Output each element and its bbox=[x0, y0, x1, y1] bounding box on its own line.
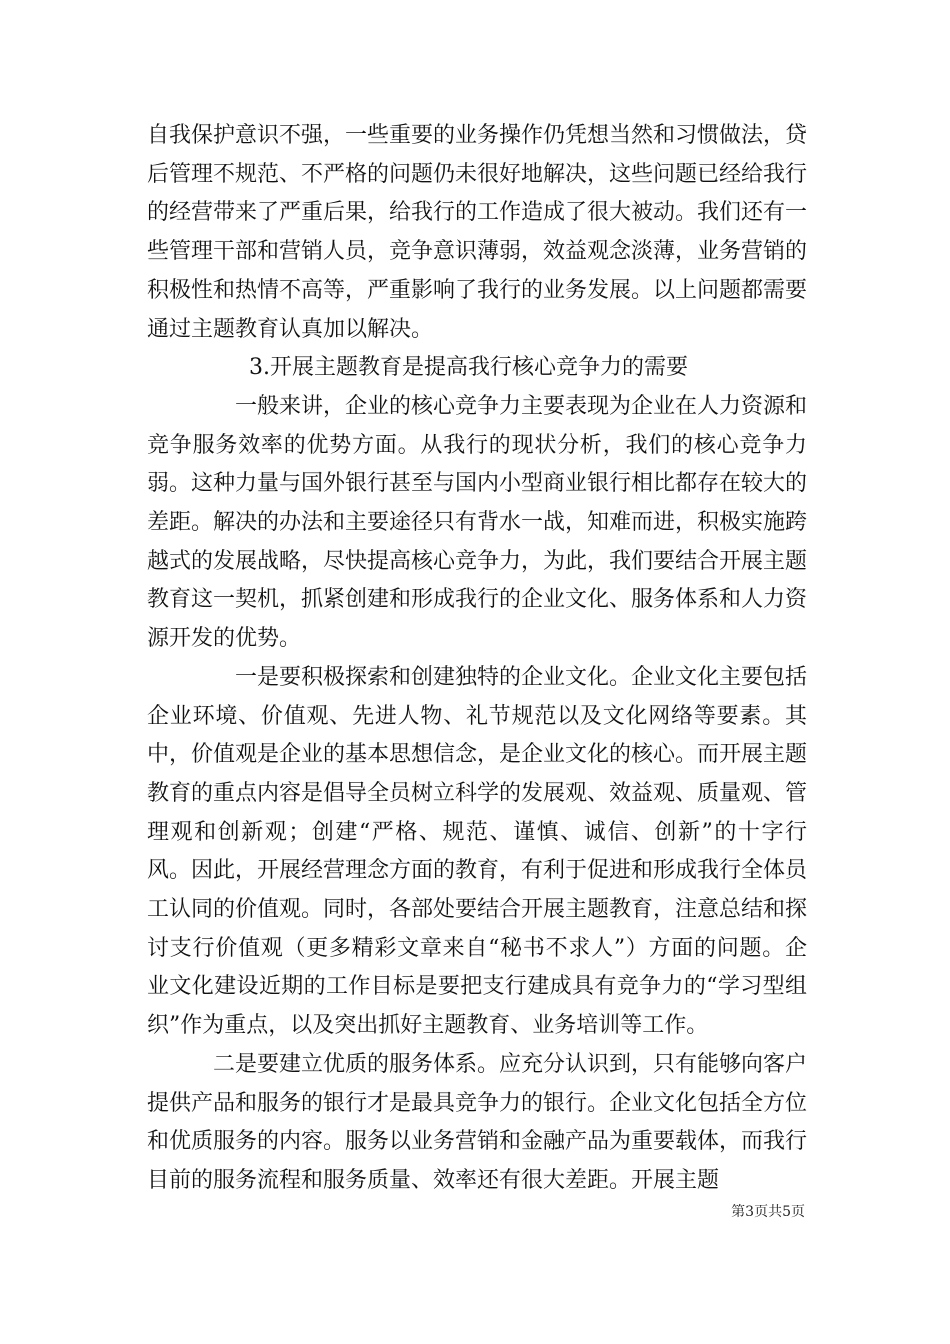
paragraph-corporate-culture: 一是要积极探索和创建独特的企业文化。企业文化主要包括企业环境、价值观、先进人物、礼节规范以及文化网络等要素。其中，价值观是企业的基本思想信念，是企业文化的核心。而开展主题教育的重点内容是倡导全员树立科学的发展观、效益观、质量观、管理观和创新观；创建“严格、规范、谨慎、诚信、创新”的十字行风。因此，开展经营理念方面的教育，有利于促进和形成我行全体员工认同的价值观。同时，各部处要结合开展主题教育，注意总结和探讨支行价值观（更多精彩文章来自“秘书不求人”）方面的问题。企业文化建设近期的工作目标是要把支行建成具有竞争力的“学习型组织”作为重点，以及突出抓好主题教育、业务培训等工作。 bbox=[147, 664, 808, 1039]
paragraph-core-competitiveness: 一般来讲，企业的核心竞争力主要表现为企业在人力资源和竞争服务效率的优势方面。从我行的现状分析，我们的核心竞争力弱。这种力量与国外银行甚至与国内小型商业银行相比都存在较大的差距。解决的办法和主要途径只有背水一战，知难而进，积极实施跨越式的发展战略，尽快提高核心竞争力，为此，我们要结合开展主题教育这一契机，抓紧创建和形成我行的企业文化、服务体系和人力资源开发的优势。 bbox=[147, 393, 808, 652]
section-heading: 3.开展主题教育是提高我行核心竞争力的需要 bbox=[249, 355, 688, 381]
document-body bbox=[147, 117, 807, 1201]
paragraph-service-system: 二是要建立优质的服务体系。应充分认识到，只有能够向客户提供产品和服务的银行才是最具竞争力的银行。企业文化包括全方位和优质服务的内容。服务以业务营销和金融产品为重要载体，而我行目前的服务流程和服务质量、效率还有很大差距。开展主题 bbox=[147, 1051, 808, 1193]
paragraph-continuation: 自我保护意识不强，一些重要的业务操作仍凭想当然和习惯做法，贷后管理不规范、不严格的问题仍未很好地解决，这些问题已经给我行的经营带来了严重后果，给我行的工作造成了很大被动。我们还有一些管理干部和营销人员，竞争意识薄弱，效益观念淡薄，业务营销的积极性和热情不高等，严重影响了我行的业务发展。以上问题都需要通过主题教育认真加以解决。 bbox=[147, 123, 808, 342]
page-number-footer: 第3页共5页 bbox=[731, 1204, 805, 1220]
